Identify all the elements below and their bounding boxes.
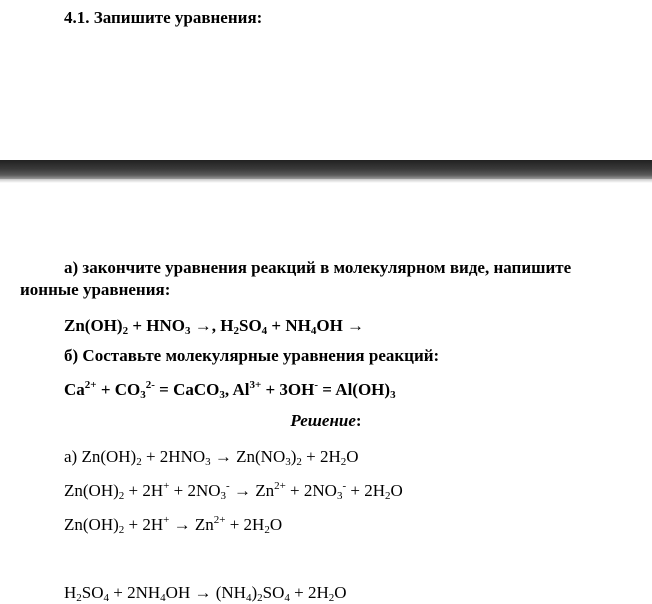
solution-line-2 [64, 481, 403, 501]
eq-sub: 4 [310, 325, 317, 337]
eq-text: + 2H [225, 515, 265, 534]
eq-text: + 2H [124, 515, 164, 534]
solution-heading-word: Решение [290, 411, 356, 430]
eq-text: SO [262, 583, 285, 602]
eq-sup: - [226, 480, 230, 492]
eq-text: + NH [267, 316, 311, 335]
task-a-equations [64, 316, 364, 336]
eq-sub: 2 [257, 592, 263, 604]
eq-sub: 2 [118, 524, 125, 536]
eq-text: + 2NH [109, 583, 161, 602]
exercise-header: 4.1. Запишите уравнения: [64, 8, 263, 27]
eq-sub: 4 [245, 592, 252, 604]
page-break-shadow [0, 179, 652, 183]
eq-text: + 3OH [261, 380, 315, 399]
eq-sup: 2- [145, 379, 155, 391]
eq-text: →, H [190, 316, 234, 335]
eq-text: , Al [224, 380, 250, 399]
eq-text: OH → [316, 316, 365, 335]
eq-text: O [346, 447, 359, 466]
eq-sub: 4 [261, 325, 268, 337]
eq-sup: + [163, 514, 170, 526]
eq-text: = Al(OH) [318, 380, 391, 399]
eq-text: + 2HNO [141, 447, 206, 466]
eq-sup: 2+ [84, 379, 97, 391]
eq-sub: 2 [76, 592, 82, 604]
task-a-line1: а) закончите уравнения реакций в молекулярном виде, напишите [64, 258, 572, 277]
eq-text: + 2H [289, 583, 329, 602]
eq-text: → Zn [169, 515, 214, 534]
eq-text: Ca [64, 380, 85, 399]
eq-sup: 3+ [249, 379, 262, 391]
eq-sub: 2 [122, 325, 129, 337]
eq-text: O [334, 583, 347, 602]
eq-text: (OH) [84, 316, 123, 335]
eq-text: Zn(OH) [64, 515, 119, 534]
task-b-equations [64, 380, 396, 400]
eq-sub: 3 [205, 456, 211, 468]
task-b-line1: б) Составьте молекулярные уравнения реакций: [64, 346, 440, 365]
eq-text: + HNO [128, 316, 185, 335]
eq-text: ) [251, 583, 258, 602]
eq-text: → Zn [229, 481, 275, 500]
eq-sub: 2 [328, 592, 335, 604]
eq-text: + 2H [124, 481, 164, 500]
eq-sub: 2 [340, 456, 347, 468]
eq-text: = CaCO [154, 380, 220, 399]
eq-sub: 2 [118, 490, 125, 502]
eq-text: H [64, 583, 77, 602]
eq-text: Zn [64, 316, 85, 335]
eq-text: Zn(OH) [64, 481, 119, 500]
solution-heading [0, 411, 652, 431]
eq-sub: 4 [160, 592, 166, 604]
eq-text: + CO [96, 380, 141, 399]
eq-sub: 2 [385, 490, 391, 502]
eq-sub: 3 [285, 456, 291, 468]
eq-sub: 2 [264, 524, 270, 536]
eq-text: SO [238, 316, 262, 335]
eq-text: + 2NO [285, 481, 337, 500]
eq-sub: 3 [219, 389, 225, 401]
eq-sup: - [342, 480, 347, 492]
solution-line-4 [64, 583, 347, 603]
eq-sup: 2+ [213, 514, 226, 526]
eq-text: + 2H [301, 447, 341, 466]
eq-text: → Zn(NO [210, 447, 286, 466]
eq-sub: 2 [136, 456, 142, 468]
eq-sub: 3 [390, 389, 396, 401]
eq-sup: + [163, 480, 170, 492]
eq-sub: 3 [220, 490, 227, 502]
eq-sup: 2+ [274, 480, 286, 492]
eq-text: O [269, 515, 283, 534]
task-a-line2: ионные уравнения: [20, 280, 171, 299]
eq-sub: 2 [233, 325, 239, 337]
page-break-band [0, 160, 652, 179]
eq-sub: 4 [103, 592, 110, 604]
eq-sub: 3 [140, 389, 146, 401]
eq-text: + 2H [346, 481, 385, 500]
eq-sub: 3 [336, 490, 343, 502]
eq-sub: 3 [185, 325, 191, 337]
solution-line-1 [64, 447, 359, 467]
eq-text: а) Zn(OH) [64, 447, 137, 466]
eq-sub: 4 [284, 592, 290, 604]
eq-text: SO [81, 583, 104, 602]
solution-line-3 [64, 515, 282, 535]
solution-heading-colon: : [355, 411, 362, 430]
eq-text: O [390, 481, 403, 500]
eq-text: + 2NO [169, 481, 221, 500]
eq-sup: - [314, 379, 319, 391]
eq-sub: 2 [296, 456, 302, 468]
eq-text: ) [290, 447, 297, 466]
eq-text: OH → (NH [165, 583, 246, 602]
